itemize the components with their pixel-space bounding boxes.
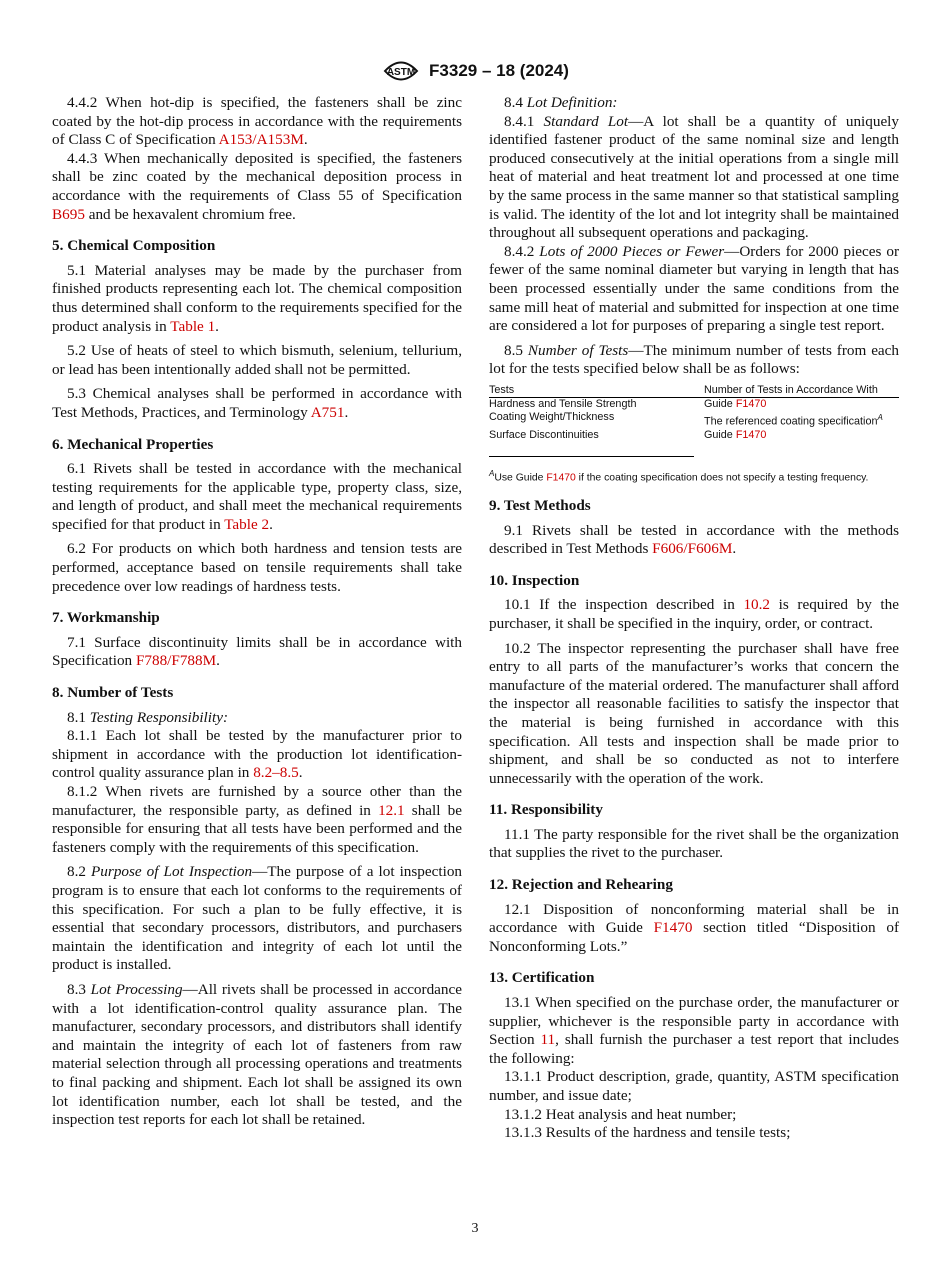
link-10-2[interactable]: 10.2 [743,596,771,614]
table-cell: Coating Weight/Thickness [489,410,615,423]
link-section-11[interactable]: 11 [540,1031,556,1049]
table-cell: The referenced coating specification$^A$ [704,412,883,428]
para-8-1-2: 8.1.2 When rivets are furnished by a source other than the manufacturer, the responsible party, as defined in 12.1 shall be responsible for ensuring that all tests have been performed and the fasteners comply with the requirements of this specification. [52,783,462,856]
link-f1470[interactable]: F1470 [735,397,767,410]
section-heading-10: 10. Inspection [489,571,580,589]
para-13-1-3: 13.1.3 Results of the hardness and tensile tests; [504,1124,791,1142]
para-4-4-2: 4.4.2 When hot-dip is specified, the fasteners shall be zinc coated by the hot-dip process in accordance with the requirements of Class C of Specification A153/A153M. [52,94,462,149]
link-f1470[interactable]: F1470 [653,919,693,937]
document-designation: F3329 – 18 (2024) [429,61,569,80]
para-8-4: 8.4 Lot Definition: [504,94,618,111]
para-8-3: 8.3 Lot Processing—All rivets shall be processed in accordance with a lot identification-control quality assurance plan. The manufacturer, secondary processors, and distributors shall identify and maintain the integrity of each lot of fasteners from raw material selection through all processing operations and treatments to final packing and shipment. Each lot shall be assigned its own lot identification number, each lot shall be tested, and the inspection test reports for each lot shall be retained. [52,980,462,1129]
para-8-1-1: 8.1.1 Each lot shall be tested by the manufacturer prior to shipment in accordance with the production lot identification-control quality assurance plan in 8.2–8.5. [52,727,462,782]
para-8-4-1: 8.4.1 Standard Lot—A lot shall be a quantity of uniquely identified fastener product of the same nominal size and length produced consecutively at the initial operations from a single mill heat of material and heat treatment lot and processed at one time by the same process in the same manner so that statistical sampling is valid. The identity of the lot and lot integrity shall be maintained throughout all subsequent operations and packaging. [489,112,899,242]
table-cell: Guide F1470 [704,397,767,410]
para-5-2: 5.2 Use of heats of steel to which bismuth, selenium, tellurium, or lead has been intentionally added shall not be permitted. [52,342,462,378]
link-table-1[interactable]: Table 1 [170,317,216,335]
astm-logo-icon [381,56,421,86]
section-heading-9: 9. Test Methods [489,496,591,514]
link-12-1[interactable]: 12.1 [378,801,405,819]
para-9-1: 9.1 Rivets shall be tested in accordance with the methods described in Test Methods F606/F606M. [489,521,899,558]
tests-table [489,384,899,444]
table-cell: Hardness and Tensile Strength [489,397,637,410]
table-header-row [489,384,899,398]
link-f788[interactable]: F788/F788M [135,652,217,670]
table-footnote: $^A$Use Guide F1470 if the coating specification does not specify a testing frequency. [489,468,869,483]
table-cell: Surface Discontinuities [489,428,599,441]
para-8-2: 8.2 Purpose of Lot Inspection—The purpose of a lot inspection program is to ensure that each lot conforms to the requirements of this specification. For such a plan to be fully effective, it is essential that secondary processors, distributors, and purchasers maintain the identification and integrity of each lot until the product is installed. [52,863,463,974]
para-6-2: 6.2 For products on which both hardness and tension tests are performed, acceptance based on tensile requirements shall take precedence over low readings of hardness tests. [52,540,462,595]
left-column [52,94,462,1130]
section-heading-6: 6. Mechanical Properties [52,435,214,453]
para-12-1: 12.1 Disposition of nonconforming material shall be in accordance with Guide F1470 section titled “Disposition of Nonconforming Lots.” [489,900,899,955]
page-number: 3 [471,1221,479,1236]
para-8-4-2: 8.4.2 Lots of 2000 Pieces or Fewer—Orders for 2000 pieces or fewer of the same nominal diameter but varying in length that has been processed essentially under the same conditions from the same mill heat of material and submitted for inspection at one time are considered a lot for purposes of preparing a single test report. [489,242,900,335]
table-row [489,429,899,444]
link-f1470[interactable]: F1470 [546,471,576,483]
link-f606[interactable]: F606/F606M [652,540,733,558]
para-8-1: 8.1 Testing Responsibility: [67,708,229,726]
table-cell: Guide F1470 [704,428,767,441]
link-f1470[interactable]: F1470 [735,428,767,441]
para-5-3: 5.3 Chemical analyses shall be performed in accordance with Test Methods, Practices, and Terminology A751. [52,385,462,421]
link-a751[interactable]: A751 [310,403,345,421]
section-heading-5: 5. Chemical Composition [52,237,216,255]
para-13-1: 13.1 When specified on the purchase order, the manufacturer or supplier, whichever is the responsible party in accordance with Section 11, shall furnish the purchaser a test report that includes the following: [489,994,899,1067]
table-header-tests: Tests [489,384,704,398]
footnote-divider [489,456,694,457]
table-row [489,397,899,411]
para-10-1: 10.1 If the inspection described in 10.2 is required by the purchaser, it shall be specified in the inquiry, order, or contract. [489,596,899,632]
section-heading-7: 7. Workmanship [52,609,160,627]
link-a153[interactable]: A153/A153M [218,131,304,149]
section-heading-12: 12. Rejection and Rehearing [489,876,673,894]
para-13-1-2: 13.1.2 Heat analysis and heat number; [504,1105,737,1123]
logo-text: ASTM [386,67,416,78]
link-b695[interactable]: B695 [52,205,85,223]
link-8-2-8-5[interactable]: 8.2–8.5 [253,764,299,782]
para-6-1: 6.1 Rivets shall be tested in accordance with the mechanical testing requirements for the applicable type, property class, size, and length of product, and shall meet the mechanical requirements specified for that product in Table 2. [52,460,462,533]
para-7-1: 7.1 Surface discontinuity limits shall be in accordance with Specification F788/F788M. [52,633,462,670]
section-heading-11: 11. Responsibility [489,801,603,819]
table-row [489,411,899,429]
right-column [489,94,899,1143]
page-header [0,56,950,86]
para-11-1: 11.1 The party responsible for the rivet shall be the organization that supplies the rivet to the purchaser. [489,825,899,862]
para-4-4-3: 4.4.3 When mechanically deposited is specified, the fasteners shall be zinc coated by the mechanical deposition process in accordance with the requirements of Class 55 of Specification B695 and be hexavalent chromium free. [52,149,462,223]
para-10-2: 10.2 The inspector representing the purchaser shall have free entry to all parts of the manufacturer’s works that concern the manufacture of the material ordered. The manufacturer shall afford the inspector all reasonable facilities to satisfy the inspector that the material is being furnished in accordance with this specification. All tests and inspection shall be made prior to shipment, and shall be so conducted as not to interfere unnecessarily with the operation of the work. [489,639,899,787]
table-header-number: Number of Tests in Accordance With [704,384,899,398]
section-heading-13: 13. Certification [489,969,595,987]
section-heading-8: 8. Number of Tests [52,684,174,702]
para-5-1: 5.1 Material analyses may be made by the purchaser from finished products representing each lot. The chemical composition thus determined shall conform to the requirements specified for the product analysis in Table 1. [52,261,462,335]
para-13-1-1: 13.1.1 Product description, grade, quantity, ASTM specification number, and issue date; [489,1068,899,1104]
link-table-2[interactable]: Table 2 [224,515,270,533]
para-8-5: 8.5 Number of Tests—The minimum number of tests from each lot for the tests specified below shall be as follows: [489,341,900,378]
